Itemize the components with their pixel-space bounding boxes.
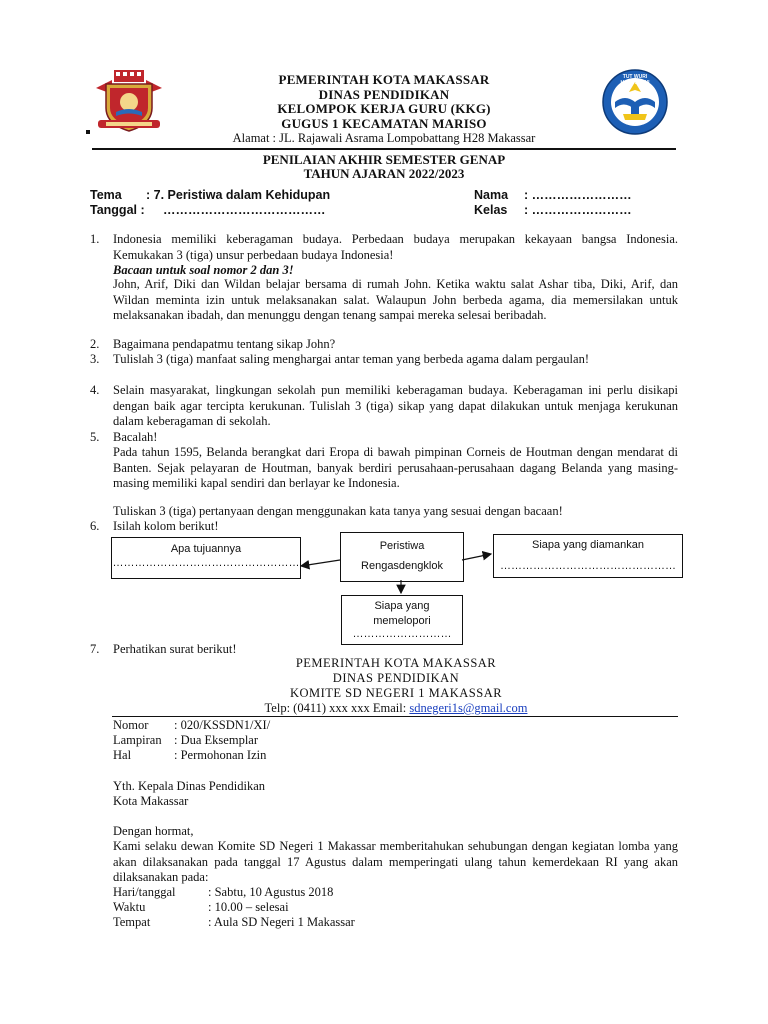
q7-text: Perhatikan surat berikut! [113, 642, 237, 656]
box-memelopori-line2: memelopori [373, 615, 431, 627]
arrow-to-right-box [462, 554, 491, 560]
header-line-2: DINAS PENDIDIKAN [318, 87, 450, 102]
header-line-1: PEMERINTAH KOTA MAKASSAR [278, 72, 490, 87]
header-line-4: GUGUS 1 KECAMATAN MARISO [281, 116, 487, 131]
letter-recipient-1: Yth. Kepala Dinas Pendidikan [113, 779, 266, 793]
q1-reading: John, Arif, Diki dan Wildan belajar bersama di rumah John. Ketika waktu salat Ashar tiba, Diki, Arif, dan Wildan meminta izin untuk melaksanakan salat. Walaupun John berbeda agama, dia memersilakan untuk melaksanakan ibadah, dan menunggu dengan tenang sampai mereka selesai beribadah. [113, 277, 678, 322]
q5-intro: Bacalah! [113, 430, 158, 444]
letter-body: Kami selaku dewan Komite SD Negeri 1 Makassar memberitahukan sehubungan dengan kegiatan lomba yang akan dilaksanakan pada tanggal 17 Agustus dalam memperingati ulang tahun kemerdekaan RI yang akan dilaksanakan pada: [113, 839, 678, 884]
q2-number: 2. [90, 337, 100, 351]
lampiran-label: Lampiran [113, 733, 162, 747]
kelas-label: Kelas [474, 203, 508, 217]
letter-divider [112, 716, 678, 717]
q6-number: 6. [90, 519, 100, 533]
letter-telp: Telp: (0411) xxx xxx Email: [264, 701, 410, 715]
q3-number: 3. [90, 352, 100, 366]
q5-reading: Pada tahun 1595, Belanda berangkat dari Eropa di bawah pimpinan Corneis de Houtman dengan mendarat di Banten. Sejak pelayaran de Houtman, banyak berdiri perusahaan-perusahaan dagang Belanda yang masing-masing memiliki kapal sendiri dan berlayar ke Indonesia. [113, 445, 678, 490]
letter-greeting: Dengan hormat, [113, 824, 194, 838]
letter-header-3: KOMITE SD NEGERI 1 MAKASSAR [289, 686, 503, 700]
logo-motto: TUT WURI HANDAYANI [620, 74, 650, 86]
q7-number: 7. [90, 642, 100, 656]
header-address: Alamat : JL. Rajawali Asrama Lompobattang H28 Makassar [232, 131, 536, 145]
q6-text: Isilah kolom berikut! [113, 519, 219, 533]
q1-number: 1. [90, 232, 100, 246]
box-peristiwa-line1: Peristiwa [379, 540, 425, 552]
letter-header-1: PEMERINTAH KOTA MAKASSAR [295, 656, 497, 670]
q1-text: Indonesia memiliki keberagaman budaya. Perbedaan budaya merupakan kekayaan bangsa Indonesia. Kemukakan 3 (tiga) unsur perbedaan budaya Indonesia! [113, 232, 678, 262]
letter-recipient-2: Kota Makassar [113, 794, 189, 808]
hari-value: : Sabtu, 10 Agustus 2018 [208, 885, 334, 899]
nomor-value: : 020/KSSDN1/XI/ [174, 718, 271, 732]
waktu-label: Waktu [113, 900, 146, 914]
box-siapa-diamankan-title: Siapa yang diamankan [532, 539, 644, 551]
letter-header-2: DINAS PENDIDIKAN [332, 671, 460, 685]
exam-title-2: TAHUN AJARAN 2022/2023 [303, 166, 465, 181]
q4-text: Selain masyarakat, lingkungan sekolah pun memiliki keberagaman budaya. Keberagaman ini perlu disikapi dengan baik agar tercipta kerukunan. Tulislah 3 (tiga) sikap yang dapat dilakukan untuk menjaga kerukunan dalam keberagaman di sekolah. [113, 383, 678, 428]
lampiran-value: : Dua Eksemplar [174, 733, 259, 747]
tempat-value: : Aula SD Negeri 1 Makassar [208, 915, 355, 929]
nomor-label: Nomor [113, 718, 149, 732]
header-line-3: KELOMPOK KERJA GURU (KKG) [277, 101, 491, 116]
tanggal-field[interactable]: ………………………………… [163, 203, 326, 217]
tema-label: Tema [90, 188, 122, 202]
kelas-field[interactable]: : …………………… [524, 203, 632, 217]
waktu-value: : 10.00 – selesai [208, 900, 289, 914]
nama-label: Nama [474, 188, 509, 202]
arrow-to-left-box [301, 560, 340, 566]
nama-field[interactable]: : …………………… [524, 188, 632, 202]
tempat-label: Tempat [113, 915, 151, 929]
tanggal-label: Tanggal : [90, 203, 145, 217]
hal-value: : Permohonan Izin [174, 748, 267, 762]
box-memelopori-dots: ……………………… [352, 628, 452, 640]
box-siapa-diamankan-dots: ………………………………………… [500, 560, 676, 572]
q4-number: 4. [90, 383, 100, 397]
exam-title-1: PENILAIAN AKHIR SEMESTER GENAP [262, 152, 506, 167]
box-apa-tujuannya-title: Apa tujuannya [170, 543, 242, 555]
q5-task: Tuliskan 3 (tiga) pertanyaan dengan menggunakan kata tanya yang sesuai dengan bacaan! [113, 504, 563, 518]
hal-label: Hal [113, 748, 132, 762]
box-peristiwa-line2: Rengasdengklok [361, 560, 443, 572]
tema-value: : 7. Peristiwa dalam Kehidupan [146, 188, 331, 202]
box-memelopori-line1: Siapa yang [374, 600, 430, 612]
q1-reading-title: Bacaan untuk soal nomor 2 dan 3! [113, 263, 294, 277]
hari-label: Hari/tanggal [113, 885, 176, 899]
box-apa-tujuannya-dots: …………………………………………… [112, 557, 300, 569]
q5-number: 5. [90, 430, 100, 444]
letter-telp-line [0, 701, 768, 716]
q2-text: Bagaimana pendapatmu tentang sikap John? [113, 337, 336, 351]
q3-text: Tulislah 3 (tiga) manfaat saling menghargai antar teman yang berbeda agama dalam pergaulan! [113, 352, 589, 366]
letter-email-link[interactable]: sdnegeri1s@gmail.com [409, 701, 528, 715]
